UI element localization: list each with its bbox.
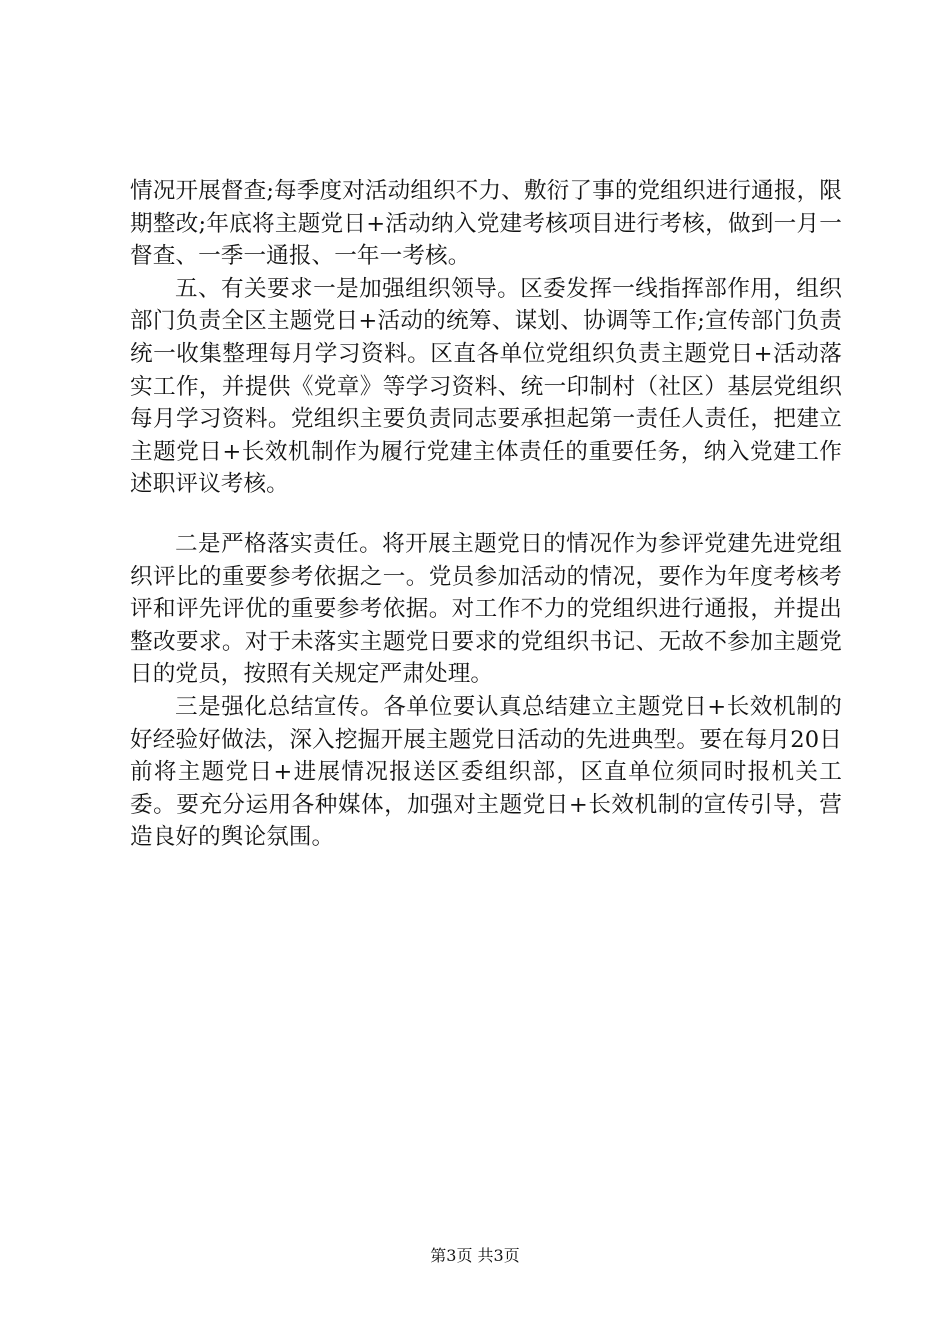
paragraph-publicity: 三是强化总结宣传。各单位要认真总结建立主题党日+长效机制的好经验好做法，深入挖掘开展主题党日活动的先进典型。要在每月20日前将主题党日+进展情况报送区委组织部，区直单位须同时报机关工委。要充分运用各种媒体，加强对主题党日+长效机制的宣传引导，营造良好的舆论氛围。: [130, 693, 842, 851]
paragraph-requirements-leadership: 五、有关要求一是加强组织领导。区委发挥一线指挥部作用，组织部门负责全区主题党日+活动的统筹、谋划、协调等工作;宣传部门负责统一收集整理每月学习资料。区直各单位党组织负责主题党日+活动落实工作，并提供《党章》等学习资料、统一印制村（社区）基层党组织每月学习资料。党组织主要负责同志要承担起第一责任人责任，把建立主题党日+长效机制作为履行党建主体责任的重要任务，纳入党建工作述职评议考核。: [130, 275, 842, 498]
paragraph-responsibility: 二是严格落实责任。将开展主题党日的情况作为参评党建先进党组织评比的重要参考依据之一。党员参加活动的情况，要作为年度考核考评和评先评优的重要参考依据。对工作不力的党组织进行通报，并提出整改要求。对于未落实主题党日要求的党组织书记、无故不参加主题党日的党员，按照有关规定严肃处理。: [130, 530, 842, 688]
document-body: [130, 175, 842, 854]
page-footer: 第3页 共3页: [430, 1246, 520, 1265]
paragraph-supervision: 情况开展督查;每季度对活动组织不力、敷衍了事的党组织进行通报，限期整改;年底将主题党日+活动纳入党建考核项目进行考核，做到一月一督查、一季一通报、一年一考核。: [130, 178, 842, 270]
